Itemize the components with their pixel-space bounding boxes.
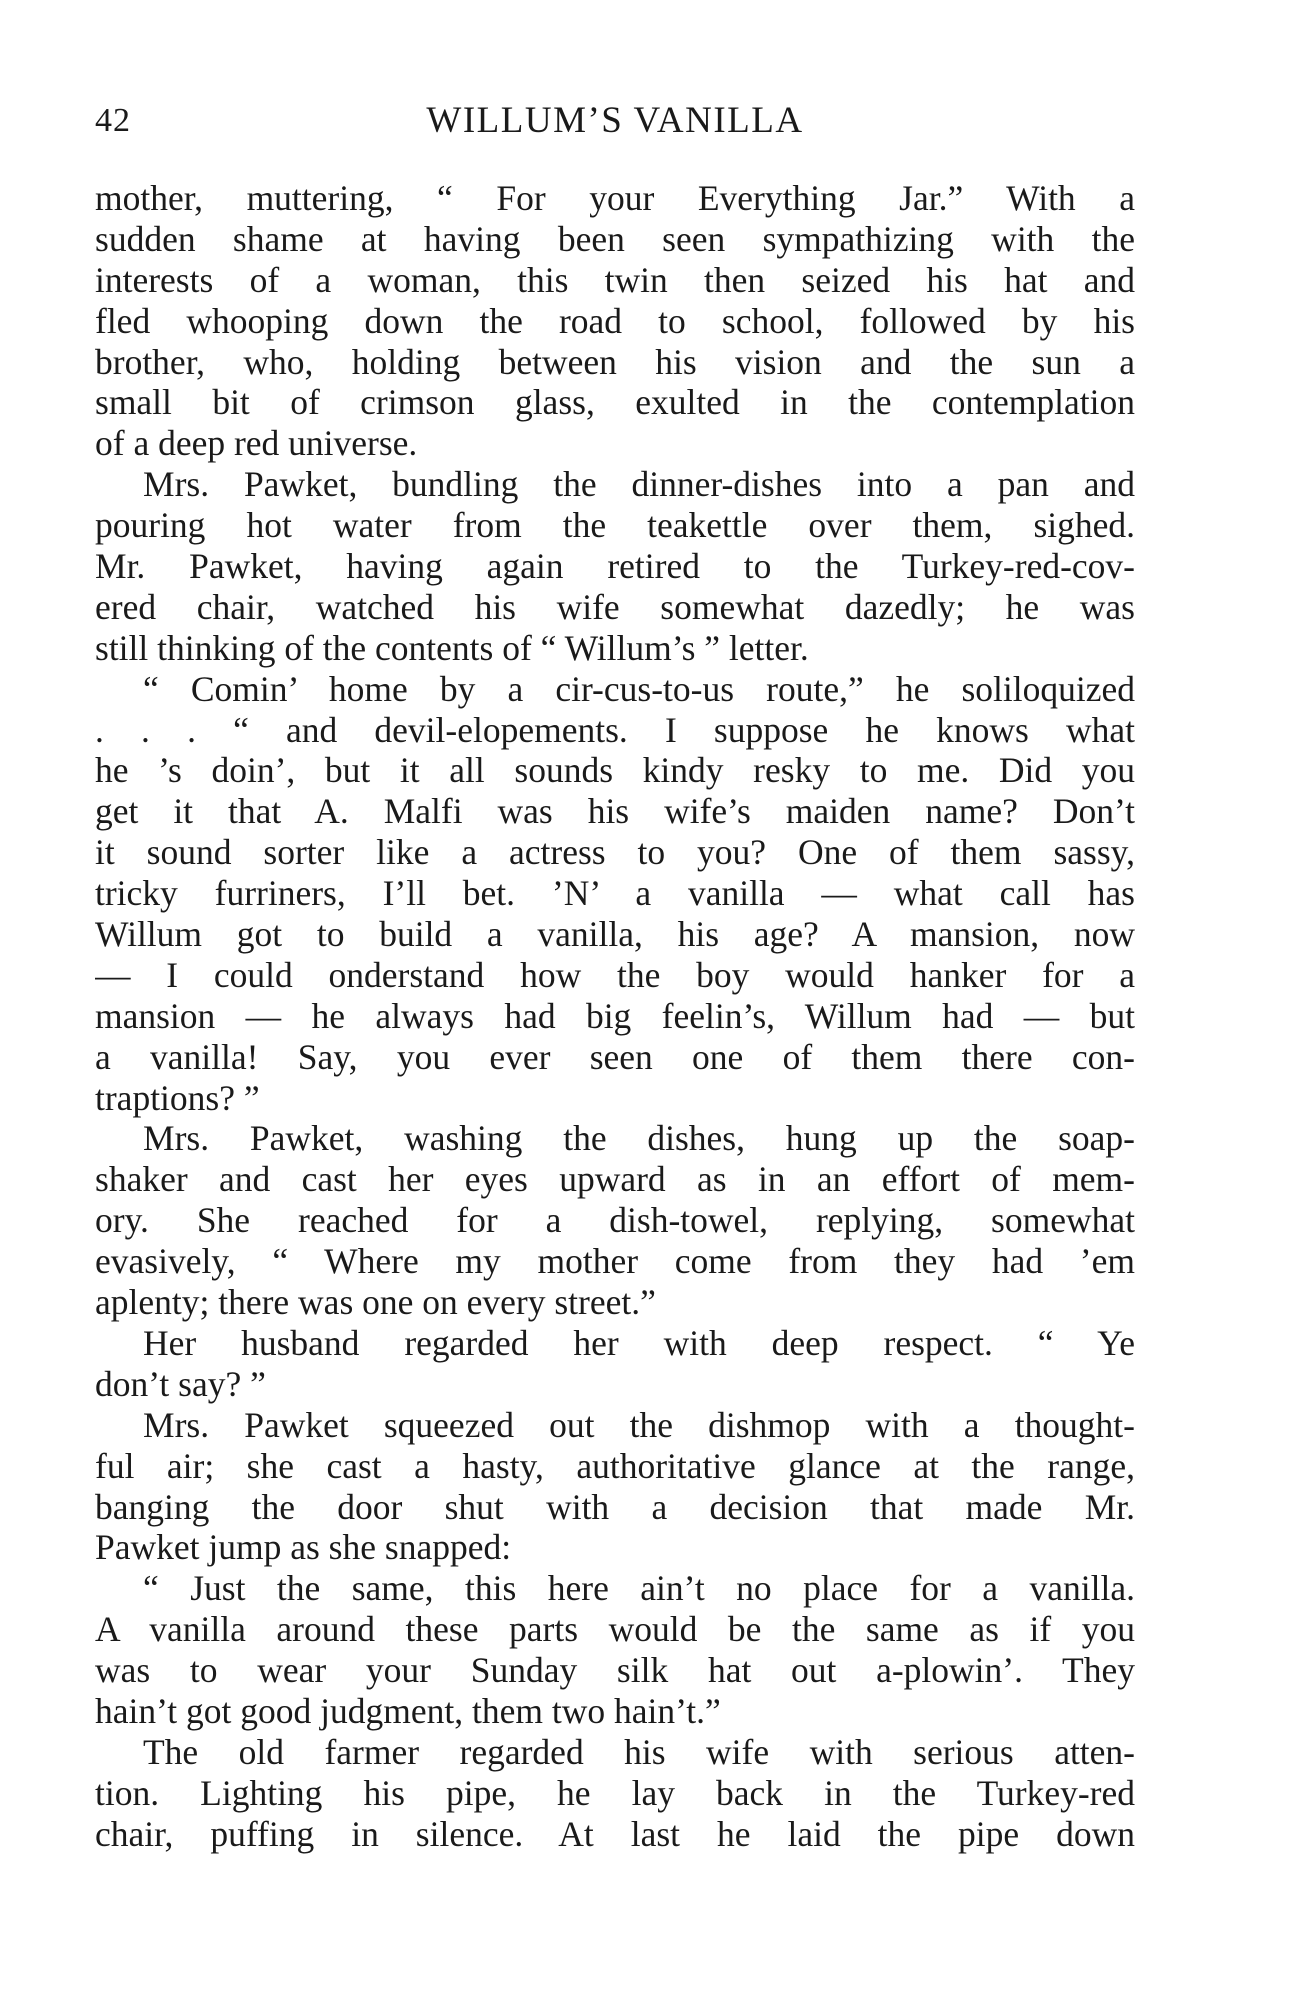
text-line: fled whooping down the road to school, followed by his (95, 300, 1135, 341)
body-text (95, 178, 1135, 1855)
text-line: “ Comin’ home by a cir-cus-to-us route,” he soliloquized (143, 668, 1135, 709)
text-line: Mrs. Pawket squeezed out the dishmop with a thought- (143, 1404, 1135, 1445)
text-line: mother, muttering, “ For your Everything Jar.” With a (95, 178, 1135, 218)
text-line: brother, who, holding between his vision and the sun a (95, 341, 1135, 382)
text-line: it sound sorter like a actress to you? One of them sassy, (95, 832, 1135, 873)
running-title: WILLUM’S VANILLA (426, 100, 804, 141)
text-line: hain’t got good judgment, them two hain’t.” (95, 1690, 721, 1731)
text-line: a vanilla! Say, you ever seen one of them there con- (95, 1036, 1135, 1077)
text-line: traptions? ” (95, 1077, 260, 1118)
text-line: he ’s doin’, but it all sounds kindy resky to me. Did you (95, 750, 1135, 791)
text-line: . . . “ and devil-elopements. I suppose he knows what (95, 709, 1135, 750)
text-line: A vanilla around these parts would be the same as if you (95, 1609, 1135, 1650)
text-line: pouring hot water from the teakettle over them, sighed. (95, 505, 1135, 546)
text-line: ory. She reached for a dish-towel, replying, somewhat (95, 1200, 1135, 1241)
text-line: sudden shame at having been seen sympathizing with the (95, 218, 1135, 259)
text-line: get it that A. Malfi was his wife’s maiden name? Don’t (95, 791, 1135, 832)
text-line: was to wear your Sunday silk hat out a-plowin’. They (95, 1650, 1135, 1691)
text-line: banging the door shut with a decision that made Mr. (95, 1486, 1135, 1527)
text-line: — I could onderstand how the boy would hanker for a (95, 954, 1135, 995)
text-line: Pawket jump as she snapped: (95, 1527, 512, 1568)
text-line: small bit of crimson glass, exulted in the contemplation (95, 382, 1135, 423)
text-line: Mr. Pawket, having again retired to the Turkey-red-cov- (95, 546, 1135, 587)
text-line: chair, puffing in silence. At last he laid the pipe down (95, 1813, 1135, 1854)
running-head (95, 96, 1135, 146)
text-line: shaker and cast her eyes upward as in an effort of mem- (95, 1159, 1135, 1200)
text-line: mansion — he always had big feelin’s, Willum had — but (95, 995, 1135, 1036)
text-line: Mrs. Pawket, washing the dishes, hung up the soap- (143, 1118, 1135, 1159)
text-line: Her husband regarded her with deep respect. “ Ye (143, 1322, 1135, 1363)
text-line: The old farmer regarded his wife with serious atten- (143, 1731, 1135, 1772)
text-line: don’t say? ” (95, 1363, 266, 1404)
text-line: tion. Lighting his pipe, he lay back in the Turkey-red (95, 1772, 1135, 1813)
text-line: interests of a woman, this twin then seized his hat and (95, 259, 1135, 300)
page-number: 42 (95, 102, 131, 139)
text-line: still thinking of the contents of “ Willum’s ” letter. (95, 627, 809, 668)
text-line: ful air; she cast a hasty, authoritative glance at the range, (95, 1445, 1135, 1486)
text-line: aplenty; there was one on every street.” (95, 1282, 656, 1323)
text-line: Willum got to build a vanilla, his age? A mansion, now (95, 914, 1135, 955)
text-line: of a deep red universe. (95, 423, 418, 464)
text-line: Mrs. Pawket, bundling the dinner-dishes into a pan and (143, 464, 1135, 505)
text-line: evasively, “ Where my mother come from they had ’em (95, 1241, 1135, 1282)
text-line: ered chair, watched his wife somewhat dazedly; he was (95, 586, 1135, 627)
text-line: “ Just the same, this here ain’t no place for a vanilla. (143, 1568, 1135, 1609)
text-line: tricky furriners, I’ll bet. ’N’ a vanilla — what call has (95, 873, 1135, 914)
